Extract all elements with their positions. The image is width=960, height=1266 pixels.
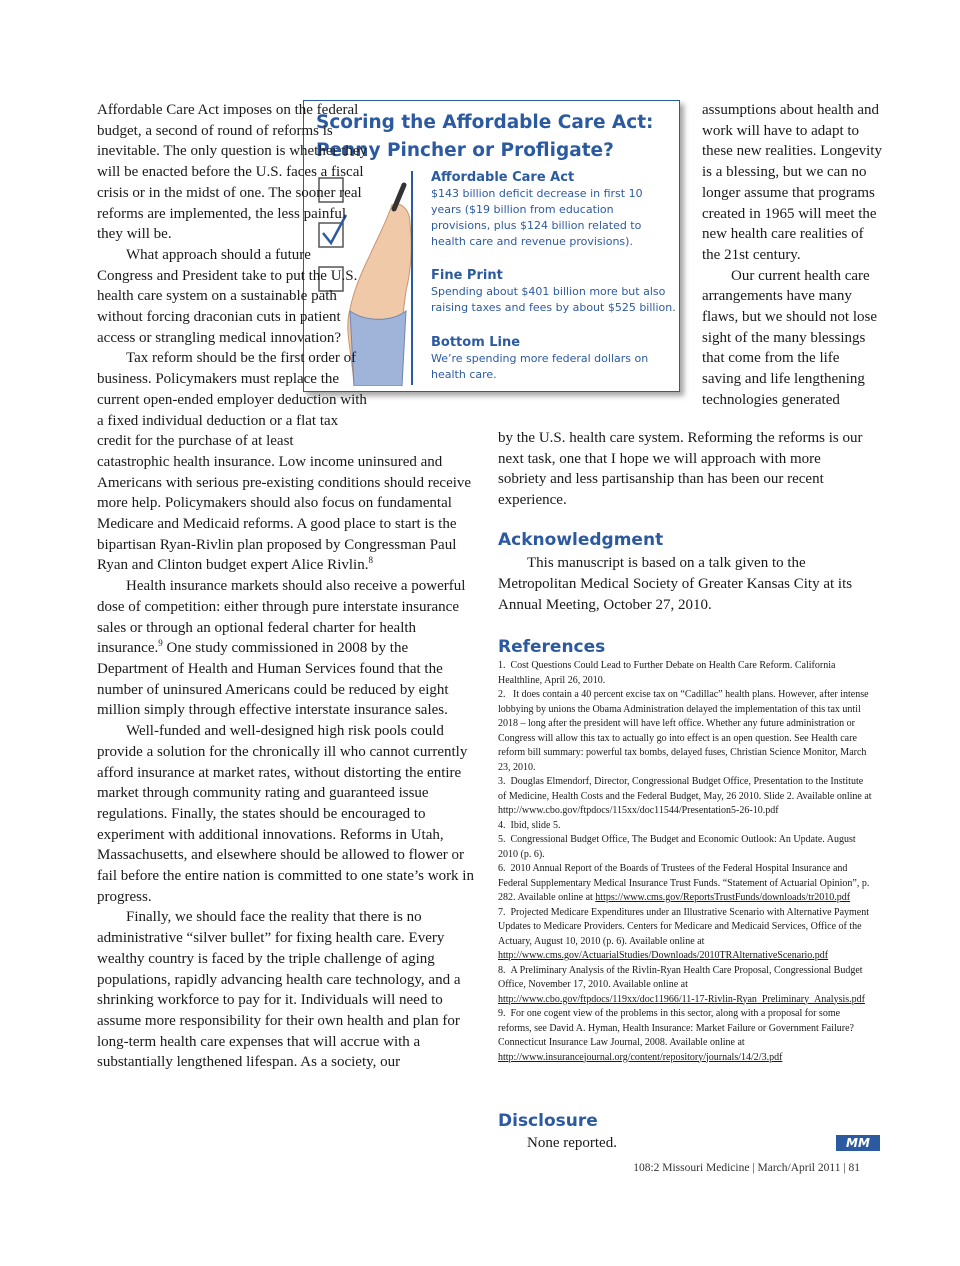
paragraph: by the U.S. health care system. Reforming the reforms is our next task, one that I hope we will approach with more sobriety and less partisanship than has been our recent experience. xyxy=(498,430,863,509)
paragraph: Well-funded and well-designed high risk pools could provide a solution for the chronically ill who cannot currently afford insurance at market rates, without distorting the entire market through community rating and guaranteed issue regulations. Finally, the states should be encouraged to experiment with additional innovations. Reforms in Utah, Massachusetts, and elsewhere should be allowed to flower or fail before the entire nation is committed to one state’s work in progress. xyxy=(97,723,474,905)
reference-item: 7. Projected Medicare Expenditures under an Illustrative Scenario with Alternative Payment Updates to Medicare Providers. Centers for Medicare and Medicaid Services, Office of the Actuary, August 10, 2010 (p. 6). Available online at http://www.cms.gov/ActuarialStudies/Downloads/2010TRAlternativeScenario.pdf xyxy=(498,906,869,961)
body-column-right-top xyxy=(702,100,882,411)
paragraph: assumptions about health and work will have to adapt to these new realities. Longevity is a blessing, but we can no longer assume that programs created in 1965 will meet the new health care realities of the 21st century. xyxy=(702,102,882,263)
paragraph: Tax reform should be the first order of business. Policymakers must replace the current open-ended employer deduction with a fixed individual deduction or a flat tax credit for the purchase of at least catastrophic health insurance. Low income uninsured and Americans with serious pre-existing conditions should receive more help. Policymakers should also focus on fundamental Medicare and Medicaid reforms. A good place to start is the bipartisan Ryan-Rivlin plan proposed by Congressman Paul Ryan and Clinton budget expert Alice Rivlin.$^8$ xyxy=(97,350,472,574)
paragraph: Affordable Care Act imposes on the federal budget, a second of round of reforms is inevitable. The only question is whether they will be enacted before the U.S. faces a fiscal crisis or in the midst of one. The sooner real reforms are implemented, the less painful they will be. xyxy=(97,102,368,243)
reference-link[interactable]: http://www.cbo.gov/ftpdocs/119xx/doc11966/11-17-Rivlin-Ryan_Preliminary_Analysis.pdf xyxy=(498,993,865,1005)
sidebar-title: Scoring the Affordable Care Act: Penny Pincher or Profligate? xyxy=(316,112,654,161)
body-column-right xyxy=(498,428,870,511)
paragraph: What approach should a future Congress and President take to put the U.S. health care system on a sustainable path without forcing draconian cuts in patient access or strangling medical innovation? xyxy=(97,246,358,346)
references-heading: References xyxy=(498,637,606,657)
sidebar-section-heading: Affordable Care Act xyxy=(431,170,575,185)
reference-item: 6. 2010 Annual Report of the Boards of Trustees of the Federal Hospital Insurance and Federal Supplementary Medical Insurance Trust Funds. “Statement of Actuarial Opinion”, p. 282. Available online at https://www.cms.gov/ReportsTrustFunds/downloads/tr2010.pdf xyxy=(498,863,870,903)
acknowledgment-text: This manuscript is based on a talk given to the Metropolitan Medical Society of Greater Kansas City at its Annual Meeting, October 27, 2010. xyxy=(498,555,853,613)
sidebar-section-heading: Bottom Line xyxy=(431,335,521,350)
footnote-ref: 9 xyxy=(158,638,163,649)
body-column-left xyxy=(97,100,480,1073)
paragraph: Health insurance markets should also receive a powerful dose of competition: either through pure interstate insurance sales or through an optional federal charter for health insurance.$^9$ One study commissioned in 2008 by the Department of Health and Human Services found that the number of uninsured Americans could be reduced by eight million simply through effective interstate insurance sales. xyxy=(97,578,466,719)
sidebar-section-text: We’re spending more federal dollars on health care. xyxy=(431,352,649,381)
acknowledgment-heading: Acknowledgment xyxy=(498,530,664,550)
reference-item: 5. Congressional Budget Office, The Budget and Economic Outlook: An Update. August 2010 (p. 6). xyxy=(498,834,856,860)
references-list xyxy=(498,659,872,1065)
reference-item: 3. Douglas Elmendorf, Director, Congressional Budget Office, Presentation to the Institute of Medicine, Health Costs and the Federal Budget, May, 26 2010. Slide 2. Available online at http://www.cbo.gov/ftpdocs/115xx/doc11544/Presentation5-26-10.pdf xyxy=(498,776,872,816)
disclosure-text: None reported. xyxy=(527,1135,617,1151)
reference-item: 9. For one cogent view of the problems in this sector, along with a proposal for some reforms, see David A. Hyman, Health Insurance: Market Failure or Government Failure? Connecticut Insurance Law Journal, 2008. Available online at http://www.insurancejournal.org/content/repository/journals/14/2/3.pdf xyxy=(498,1008,854,1063)
sidebar-section-text: Spending about $401 billion more but also raising taxes and fees by about $525 billion. xyxy=(431,285,676,314)
sidebar-section-text: $143 billion deficit decrease in first 10 years ($19 billion from education provisions, plus $124 billion related to health care and revenue provisions). xyxy=(431,187,643,248)
reference-item: 1. Cost Questions Could Lead to Further Debate on Health Care Reform. California Healthline, April 26, 2010. xyxy=(498,660,836,686)
missouri-medicine-logo: MM xyxy=(836,1135,880,1151)
reference-item: 4. Ibid, slide 5. xyxy=(498,819,561,831)
disclosure-heading: Disclosure xyxy=(498,1111,598,1131)
reference-link[interactable]: https://www.cms.gov/ReportsTrustFunds/downloads/tr2010.pdf xyxy=(595,892,851,903)
paragraph: Our current health care arrangements have many flaws, but we should not lose sight of the many blessings that come from the life saving and life lengthening technologies generated xyxy=(702,267,877,408)
sidebar-section-heading: Fine Print xyxy=(431,268,503,283)
reference-link[interactable]: http://www.insurancejournal.org/content/repository/journals/14/2/3.pdf xyxy=(498,1051,783,1063)
page-footer: 108:2 Missouri Medicine | March/April 2011 | 81 xyxy=(633,1162,860,1174)
reference-link[interactable]: http://www.cms.gov/ActuarialStudies/Downloads/2010TRAlternativeScenario.pdf xyxy=(498,950,829,961)
paragraph: Finally, we should face the reality that there is no administrative “silver bullet” for fixing health care. Every wealthy country is faced by the triple challenge of aging populations, rapidly advancing health care technology, and a shrinking workforce to pay for it. Individuals will need to assume more responsibility for their own health and plan for long-term health care expenses that will accrue with a substantially lengthened lifespan. As a society, our xyxy=(97,909,461,1071)
reference-item: 8. A Preliminary Analysis of the Rivlin-Ryan Health Care Proposal, Congressional Budget Office, November 17, 2010. Available online at http://www.cbo.gov/ftpdocs/119xx/doc11966/11-17-Rivlin-Ryan_Preliminary_Analysis.pdf xyxy=(498,964,865,1005)
footnote-ref: 8 xyxy=(368,555,373,566)
reference-item: 2. It does contain a 40 percent excise tax on “Cadillac” health plans. However, after intense lobbying by unions the Obama Administration delayed the implementation of this tax until 2018 – long after the president will have left office. Whether any future administration or Congress will allow this tax to actually go into effect is an open question. See Health care reform bill summary: powerful tax bombs, delayed fuses, Christian Science Monitor, March 23, 2010. xyxy=(498,689,869,773)
